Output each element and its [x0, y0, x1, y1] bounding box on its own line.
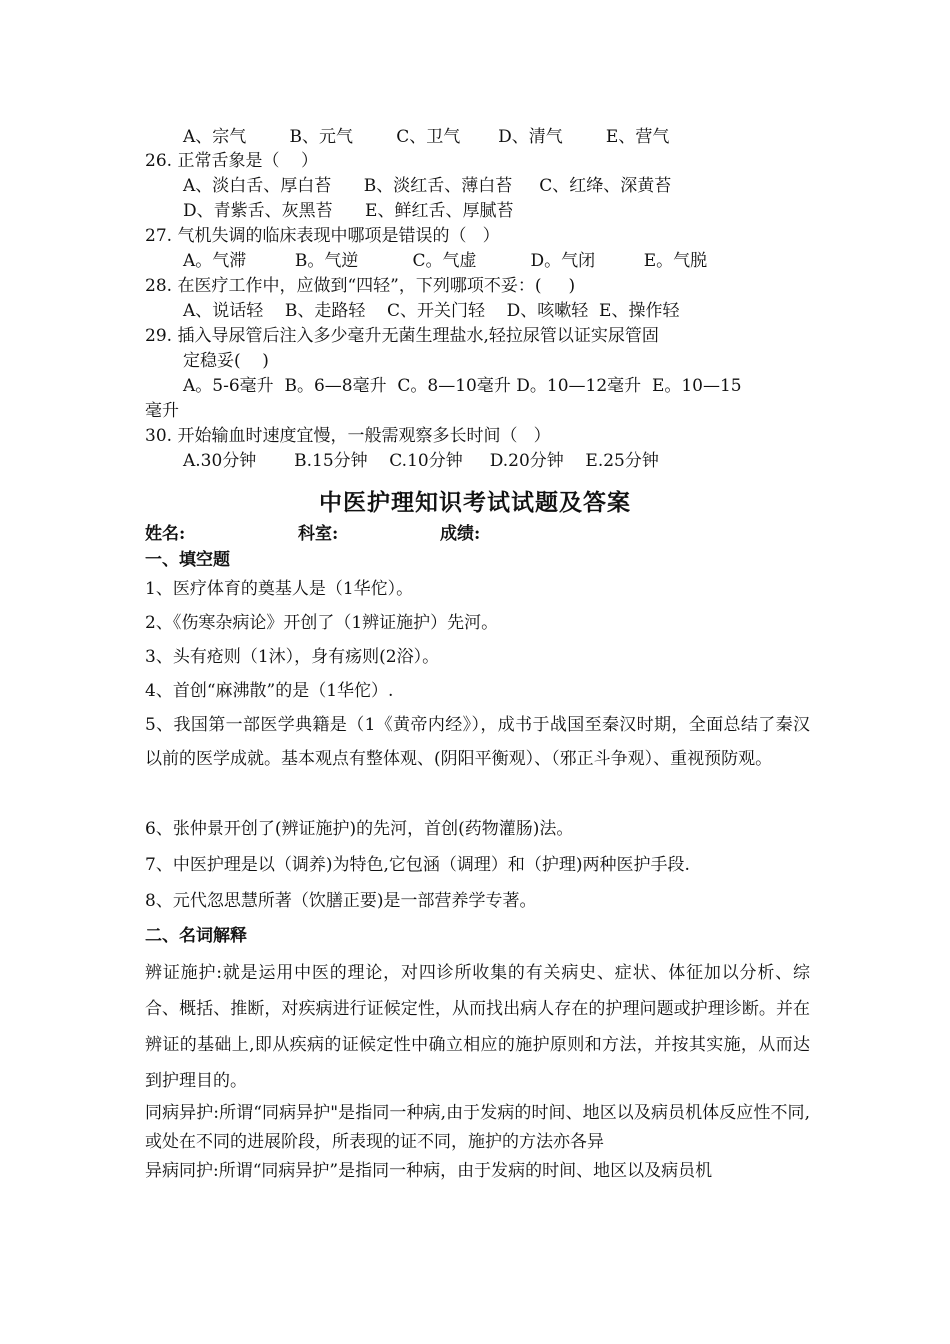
term-definition-1: 辨证施护:就是运用中医的理论，对四诊所收集的有关病史、症状、体征加以分析、综合、概括、推断，对疾病进行证候定性，从而找出病人存在的护理问题或护理诊断。并在辨证的基础上,即从疾病的证候定性中确立相应的施护原则和方法，并按其实施，从而达到护理目的。 [145, 963, 810, 1091]
mcq-options-28: A、说话轻 B、走路轻 C、开关门轻 D、咳嗽轻 E、操作轻 [183, 301, 680, 321]
fill-blank-item-8: 8、元代忽思慧所著（饮膳正要)是一部营养学专著。 [145, 891, 537, 911]
section-heading-terms: 二、名词解释 [145, 926, 247, 946]
section-heading-fill-blank: 一、填空题 [145, 550, 230, 570]
fill-blank-item-1: 1、医疗体育的奠基人是（1华佗）。 [145, 579, 414, 599]
mcq-options-25: A、宗气 B、元气 C、卫气 D、清气 E、营气 [183, 127, 670, 147]
fill-blank-item-7: 7、中医护理是以（调养)为特色,它包涵（调理）和（护理)两种医护手段. [145, 855, 690, 875]
mcq-question-29-cont: 定稳妥( ) [183, 351, 269, 371]
page-title: 中医护理知识考试试题及答案 [319, 489, 631, 516]
mcq-question-30: 30. 开始输血时速度宜慢，一般需观察多长时间（ ） [145, 426, 551, 446]
mcq-question-26: 26. 正常舌象是（ ） [145, 151, 319, 171]
term-definition-3: 异病同护:所谓“同病异护”是指同一种病，由于发病的时间、地区以及病员机 [145, 1161, 713, 1181]
fill-blank-item-6: 6、张仲景开创了(辨证施护)的先河，首创(药物灌肠)法。 [145, 819, 574, 839]
mcq-question-28: 28. 在医疗工作中，应做到“四轻”，下列哪项不妥：( ) [145, 276, 576, 296]
mcq-options-29-wrap: 毫升 [145, 401, 179, 421]
fill-blank-item-2: 2、《伤寒杂病论》开创了（1辨证施护）先河。 [145, 613, 499, 633]
mcq-options-27: A。气滞 B。气逆 C。气虚 D。气闭 E。气脱 [183, 251, 708, 271]
mcq-options-29: A。5-6毫升 B。6—8毫升 C。8—10毫升 D。10—12毫升 E。10—15 [183, 376, 742, 396]
mcq-options-26-a: A、淡白舌、厚白苔 B、淡红舌、薄白苔 C、红绛、深黄苔 [183, 176, 672, 196]
fill-blank-item-4: 4、首创“麻沸散”的是（1华佗）. [145, 681, 394, 701]
fill-blank-item-3: 3、头有疮则（1沐），身有疡则(2浴）。 [145, 647, 440, 667]
mcq-options-26-b: D、青紫舌、灰黑苔 E、鲜红舌、厚腻苔 [183, 201, 514, 221]
score-field-label: 成绩: [440, 524, 481, 544]
mcq-question-27: 27. 气机失调的临床表现中哪项是错误的（ ） [145, 226, 500, 246]
fill-blank-item-5: 5、我国第一部医学典籍是（1《黄帝内经》），成书于战国至秦汉时期，全面总结了秦汉以前的医学成就。基本观点有整体观、(阴阳平衡观）、（邪正斗争观）、重视预防观。 [145, 715, 810, 769]
mcq-options-30: A.30分钟 B.15分钟 C.10分钟 D.20分钟 E.25分钟 [183, 451, 659, 471]
dept-field-label: 科室: [298, 524, 339, 544]
name-field-label: 姓名: [145, 524, 186, 544]
mcq-question-29: 29. 插入导尿管后注入多少毫升无菌生理盐水,轻拉尿管以证实尿管固 [145, 326, 659, 346]
term-definition-2: 同病异护:所谓“同病异护"是指同一种病,由于发病的时间、地区以及病员机体反应性不同,或处在不同的进展阶段，所表现的证不同，施护的方法亦各异 [145, 1103, 810, 1152]
